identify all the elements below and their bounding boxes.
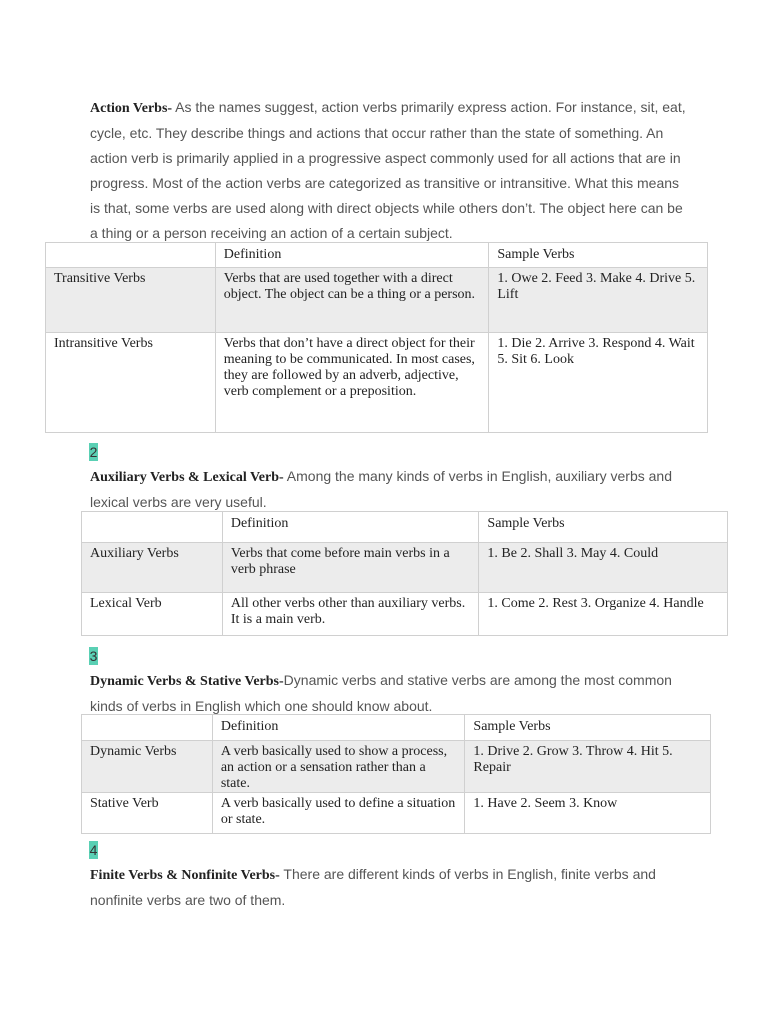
section-number-badge: 3 — [89, 648, 98, 664]
sample-verbs-cell: 1. Have 2. Seem 3. Know — [465, 793, 711, 834]
auxiliary-lexical-table — [81, 511, 728, 636]
sample-verbs-cell: 1. Be 2. Shall 3. May 4. Could — [479, 543, 728, 593]
action-verbs-paragraph — [90, 95, 690, 246]
definition-cell: Verbs that don’t have a direct object for their meaning to be communicated. In most cases, they are followed by an adverb, adjective, verb complement or a preposition. — [215, 333, 489, 433]
sample-verbs-cell: 1. Owe 2. Feed 3. Make 4. Drive 5. Lift — [489, 268, 708, 333]
definition-cell: A verb basically used to define a situation or state. — [212, 793, 465, 834]
row-label: Transitive Verbs — [46, 268, 216, 333]
row-label: Lexical Verb — [82, 593, 223, 636]
header-cell — [46, 243, 216, 268]
table-row — [82, 593, 728, 636]
action-verbs-heading: Action Verbs- — [90, 101, 173, 116]
finite-nonfinite-paragraph — [90, 862, 690, 913]
table-header-row — [46, 243, 708, 268]
table-row — [46, 333, 708, 433]
row-label: Intransitive Verbs — [46, 333, 216, 433]
auxiliary-lexical-text: Among the many kinds of verbs in English, auxiliary verbs and lexical verbs are very useful. — [90, 468, 672, 510]
header-cell: Definition — [212, 715, 465, 741]
definition-cell: A verb basically used to show a process, an action or a sensation rather than a state. — [212, 741, 465, 793]
header-cell — [82, 715, 213, 741]
table-row — [82, 741, 711, 793]
action-verbs-table — [45, 242, 708, 433]
dynamic-stative-text: Dynamic verbs and stative verbs are among the most common kinds of verbs in English which one should know about. — [90, 672, 672, 714]
sample-verbs-cell: 1. Come 2. Rest 3. Organize 4. Handle — [479, 593, 728, 636]
finite-nonfinite-heading: Finite Verbs & Nonfinite Verbs- — [90, 868, 280, 883]
dynamic-stative-heading: Dynamic Verbs & Stative Verbs- — [90, 674, 284, 689]
table-row — [82, 793, 711, 834]
dynamic-stative-table — [81, 714, 711, 834]
section-number-badge: 4 — [89, 842, 98, 858]
sample-verbs-cell: 1. Die 2. Arrive 3. Respond 4. Wait 5. Sit 6. Look — [489, 333, 708, 433]
auxiliary-lexical-paragraph — [90, 464, 690, 515]
table-row — [82, 543, 728, 593]
row-label: Auxiliary Verbs — [82, 543, 223, 593]
definition-cell: Verbs that are used together with a direct object. The object can be a thing or a person. — [215, 268, 489, 333]
header-cell — [82, 512, 223, 543]
header-cell: Definition — [222, 512, 479, 543]
header-cell: Sample Verbs — [489, 243, 708, 268]
row-label: Stative Verb — [82, 793, 213, 834]
header-cell: Sample Verbs — [465, 715, 711, 741]
header-cell: Definition — [215, 243, 489, 268]
action-verbs-text: As the names suggest, action verbs primarily express action. For instance, sit, eat, cycle, etc. They describe things and actions that occur rather than the state of something. An action verb is primarily applied in a progressive aspect commonly used for all actions that are in progress. Most of the action verbs are categorized as transitive or intransitive. What this means is that, some verbs are used along with direct objects while others don’t. The object here can be a thing or a person receiving an action of a certain subject. — [90, 99, 686, 241]
header-cell: Sample Verbs — [479, 512, 728, 543]
table-header-row — [82, 512, 728, 543]
definition-cell: All other verbs other than auxiliary verbs. It is a main verb. — [222, 593, 479, 636]
finite-nonfinite-text: There are different kinds of verbs in English, finite verbs and nonfinite verbs are two of them. — [90, 866, 656, 908]
auxiliary-lexical-heading: Auxiliary Verbs & Lexical Verb- — [90, 470, 284, 485]
table-row — [46, 268, 708, 333]
row-label: Dynamic Verbs — [82, 741, 213, 793]
section-number-badge: 2 — [89, 444, 98, 460]
table-header-row — [82, 715, 711, 741]
definition-cell: Verbs that come before main verbs in a verb phrase — [222, 543, 479, 593]
dynamic-stative-paragraph — [90, 668, 690, 719]
sample-verbs-cell: 1. Drive 2. Grow 3. Throw 4. Hit 5. Repair — [465, 741, 711, 793]
